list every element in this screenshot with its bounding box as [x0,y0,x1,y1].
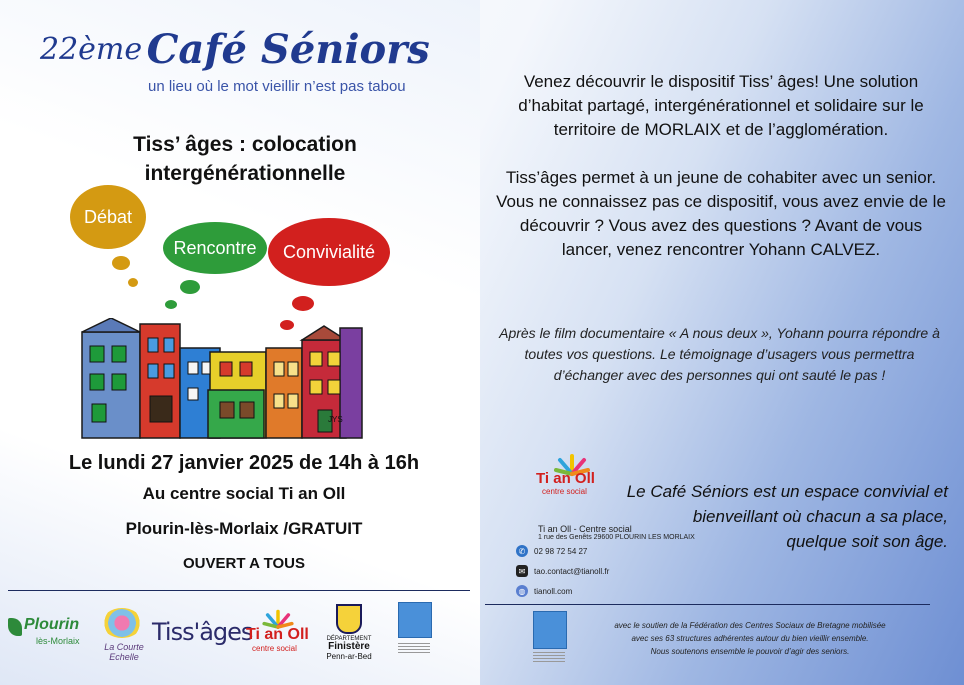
mail-icon: ✉ [516,565,528,577]
logo-courte-echelle-text: La Courte Echelle [104,642,144,662]
contact-address: 1 rue des Genêts 29600 PLOURIN LES MORLAIX [538,534,695,541]
event-title [40,26,460,73]
film-description: Après le film documentaire « A nous deux », Yohann pourra répondre à toutes vos questions. Le témoignage d’usagers vous permettra d’échanger avec des personnes qui ont sauté le pas ! [499,325,940,383]
contact-phone[interactable]: 02 98 72 54 27 [534,546,588,556]
contact-email-row [516,565,609,577]
coat-of-arms-icon [336,604,362,634]
contact-title: Ti an Oll - Centre social [538,524,632,534]
bubble-rencontre [163,222,267,274]
edition-label: 22ème [40,32,143,67]
contact-web-row [516,585,572,597]
tagline: un lieu où le mot vieillir n’est pas tabou [148,78,406,95]
contact-phone-row [516,545,587,557]
bubble-convivialite [268,218,390,286]
logo-departement-label: DÉPARTEMENT [326,636,372,642]
logo-plourin-sub: lès-Morlaix [36,636,80,646]
logo-tianoll-small [244,608,310,658]
closing-line-3: quelque soit son âge. [786,532,948,551]
bubble-rencontre-label: Rencontre [173,237,257,258]
subtitle-line-1: Tiss’ âges : colocation [133,133,357,156]
support-line-1: avec le soutien de la Fédération des Centres Sociaux de Bretagne mobilisée [614,621,886,630]
bubble-dot [112,256,130,270]
closing-line-2: bienveillant où chacun a sa place, [692,507,948,526]
courte-echelle-swirl-icon [102,608,142,638]
logo-finistere-label: Finistère [328,641,370,652]
event-place: Au centre social Ti an Oll [142,484,346,503]
globe-icon: ◍ [516,585,528,597]
closing-statement [600,479,948,554]
bubble-dot [180,280,200,294]
support-line-2: avec ses 63 structures adhérentes autour du bien vieillir ensemble. [631,634,869,643]
closing-line-1: Le Café Séniors est un espace convivial et [626,482,948,501]
intro-paragraph-2: Tiss’âges permet à un jeune de cohabiter avec un senior. Vous ne connaissez pas ce dispositif, vous avez envie de le découvrir ? Vous avez des questions ? Avant de vous lancer, venez rencontrer Yohann CALVEZ. [496,168,946,259]
intro-text [496,70,946,286]
contact-email[interactable]: tao.contact@tianoll.fr [534,566,610,576]
logo-tissages: Tiss'âges [152,618,253,646]
bubble-dot [128,278,138,287]
houses-illustration [78,318,368,446]
subtitle-line-2: intergénérationnelle [144,162,346,185]
logo-finistere [322,604,376,670]
event-date: Le lundi 27 janvier 2025 de 14h à 16h [68,452,420,474]
support-text [560,619,940,658]
bubble-debat-label: Débat [83,206,133,227]
event-subtitle [60,130,430,188]
divider [8,590,470,591]
intro-paragraph-1: Venez découvrir le dispositif Tiss’ âges! Une solution d’habitat partagé, intergénérationnel et solidaire sur le territoire de MORLAIX et de l’agglomération. [518,72,924,139]
contact-web[interactable]: tianoll.com [534,586,573,596]
divider [485,604,930,605]
logo-federation-small [398,602,434,662]
artist-signature: JYS [328,415,343,424]
bubble-convivialite-label: Convivialité [282,241,376,262]
bubble-debat [70,185,146,249]
cafe-seniors-title: Café Séniors [146,26,430,73]
logo-penn-label: Penn-ar-Bed [326,652,372,661]
phone-icon: ✆ [516,545,528,557]
logo-plourin [8,614,92,654]
logo-tianoll-small-sub: centre social [252,644,297,653]
logo-tianoll-small-text: Ti an Oll [246,626,309,643]
tianoll-logo [536,456,606,500]
event-open-to-all: OUVERT A TOUS [183,555,305,572]
plourin-leaf-icon [8,618,22,636]
logo-plourin-text: Plourin [24,616,80,633]
support-line-3: Nous soutenons ensemble le pouvoir d’agir des seniors. [650,647,850,656]
bubble-dot [165,300,177,309]
logo-courte-echelle [94,604,152,666]
event-city: Plourin-lès-Morlaix /GRATUIT [125,519,363,538]
federation-small-mark [398,602,432,638]
tianoll-logo-subtext: centre social [542,487,587,496]
bubble-dot [292,296,314,311]
federation-small-caption [398,641,430,653]
tianoll-logo-text: Ti an Oll [536,470,595,487]
